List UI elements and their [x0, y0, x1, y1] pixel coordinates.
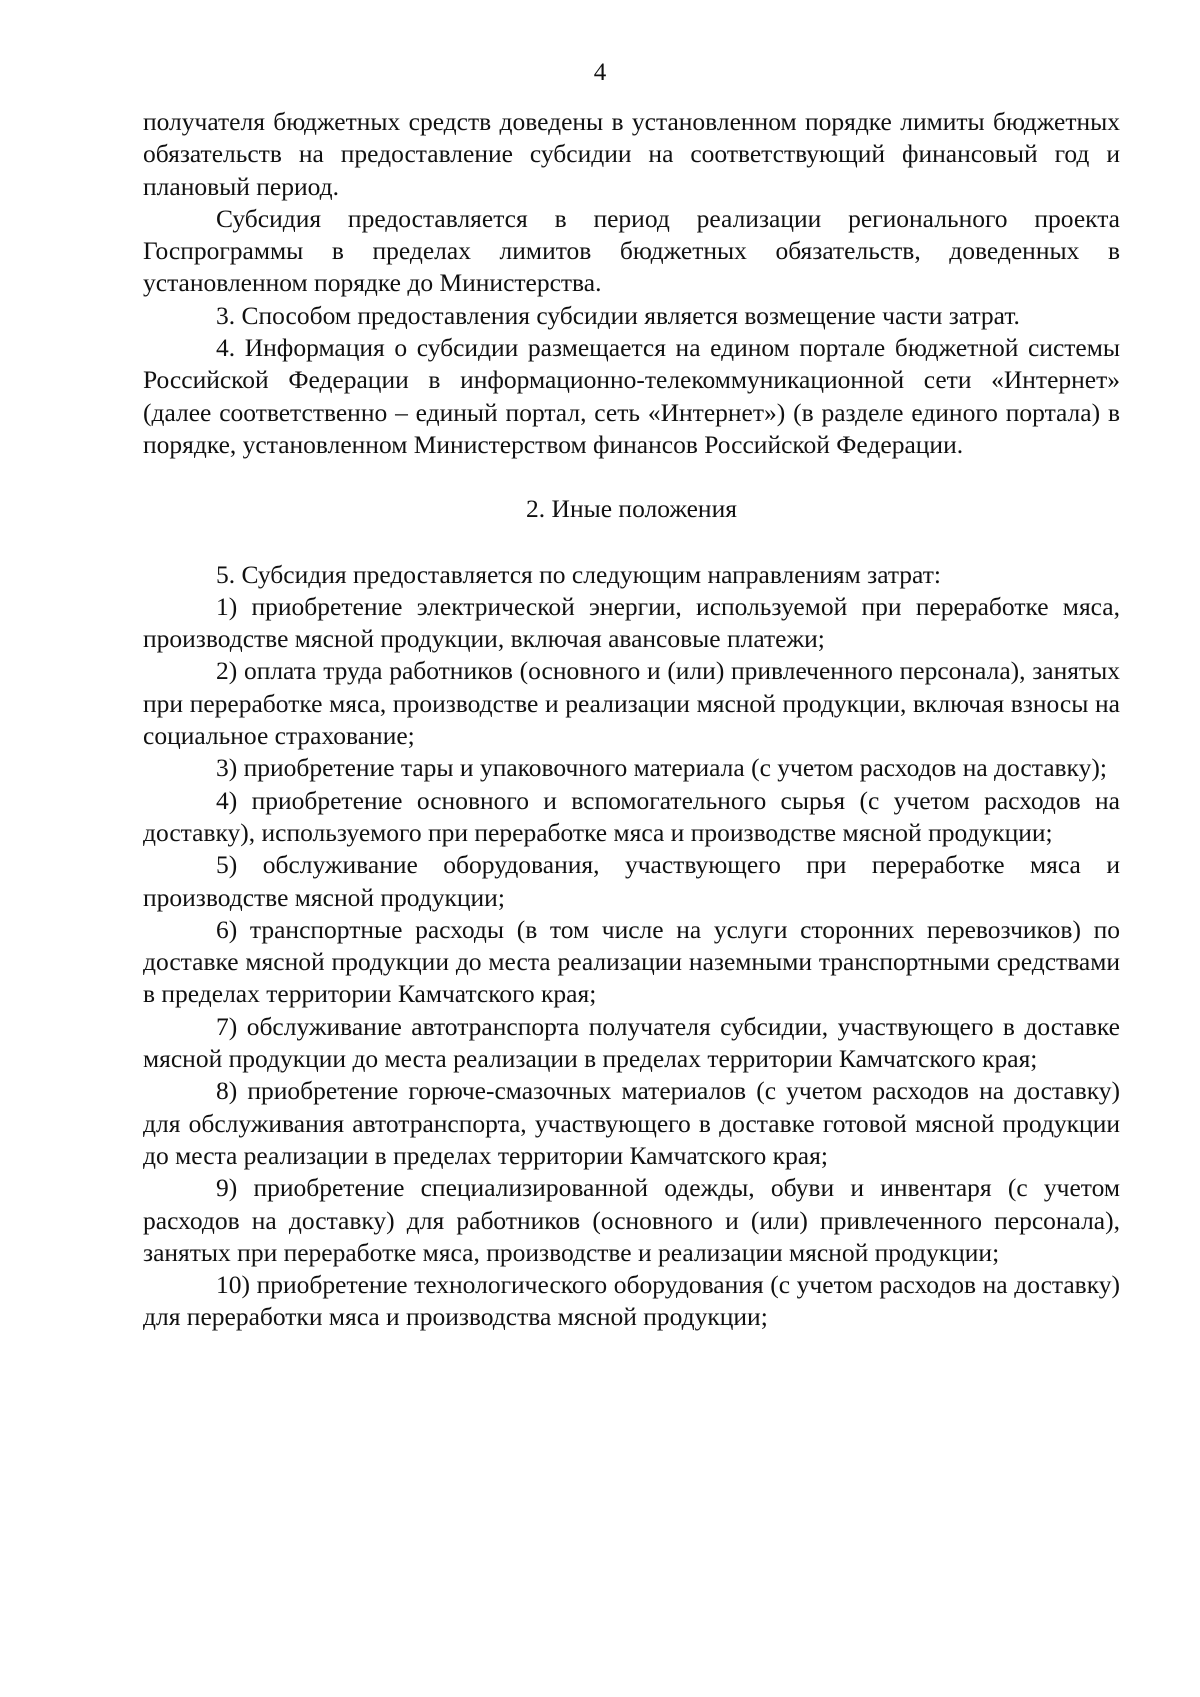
expense-list: [143, 591, 1120, 1334]
list-item: 9) приобретение специализированной одежды, обуви и инвентаря (с учетом расходов на доставку) для работников (основного и (или) привлеченного персонала), занятых при переработке мяса, производстве и реализации мясной продукции;: [143, 1173, 1120, 1267]
paragraph-clause-5: 5. Субсидия предоставляется по следующим направлениям затрат:: [216, 559, 941, 589]
list-item: 10) приобретение технологического оборудования (с учетом расходов на доставку) для переработки мяса и производства мясной продукции;: [143, 1270, 1120, 1332]
paragraph-subsidy-period: Субсидия предоставляется в период реализации регионального проекта Госпрограммы в пределах лимитов бюджетных обязательств, доведенных в установленном порядке до Министерства.: [143, 203, 1120, 298]
document-body: [143, 106, 1120, 1334]
section-heading: 2. Иные положения: [526, 494, 737, 524]
paragraph-continuation: получателя бюджетных средств доведены в установленном порядке лимиты бюджетных обязательств на предоставление субсидии на соответствующий финансовый год и плановый период.: [143, 107, 1120, 201]
page-number: 4: [593, 59, 607, 86]
list-item: 5) обслуживание оборудования, участвующего при переработке мяса и производстве мясной продукции;: [143, 850, 1120, 912]
list-item: 8) приобретение горюче-смазочных материалов (с учетом расходов на доставку) для обслуживания автотранспорта, участвующего в доставке готовой мясной продукции до места реализации в пределах территории Камчатского края;: [143, 1076, 1120, 1170]
list-item: 1) приобретение электрической энергии, используемой при переработке мяса, производстве мясной продукции, включая авансовые платежи;: [143, 591, 1120, 654]
paragraph-clause-3: 3. Способом предоставления субсидии является возмещение части затрат.: [216, 300, 1020, 330]
list-item: 2) оплата труда работников (основного и (или) привлеченного персонала), занятых при переработке мяса, производстве и реализации мясной продукции, включая взносы на социальное страхование;: [143, 656, 1120, 751]
list-item: 7) обслуживание автотранспорта получателя субсидии, участвующего в доставке мясной продукции до места реализации в пределах территории Камчатского края;: [143, 1011, 1120, 1074]
paragraph-clause-4: 4. Информация о субсидии размещается на едином портале бюджетной системы Российской Федерации в информационно-телекоммуникационной сети «Интернет» (далее соответственно – единый портал, сеть «Интернет») (в разделе единого портала) в порядке, установленном Министерством финансов Российской Федерации.: [143, 333, 1120, 459]
list-item: 4) приобретение основного и вспомогательного сырья (с учетом расходов на доставку), используемого при переработке мяса и производстве мясной продукции;: [143, 785, 1120, 847]
list-item: 3) приобретение тары и упаковочного материала (с учетом расходов на доставку);: [216, 753, 1107, 783]
list-item: 6) транспортные расходы (в том числе на услуги сторонних перевозчиков) по доставке мясной продукции до места реализации наземными транспортными средствами в пределах территории Камчатского края;: [143, 914, 1120, 1009]
